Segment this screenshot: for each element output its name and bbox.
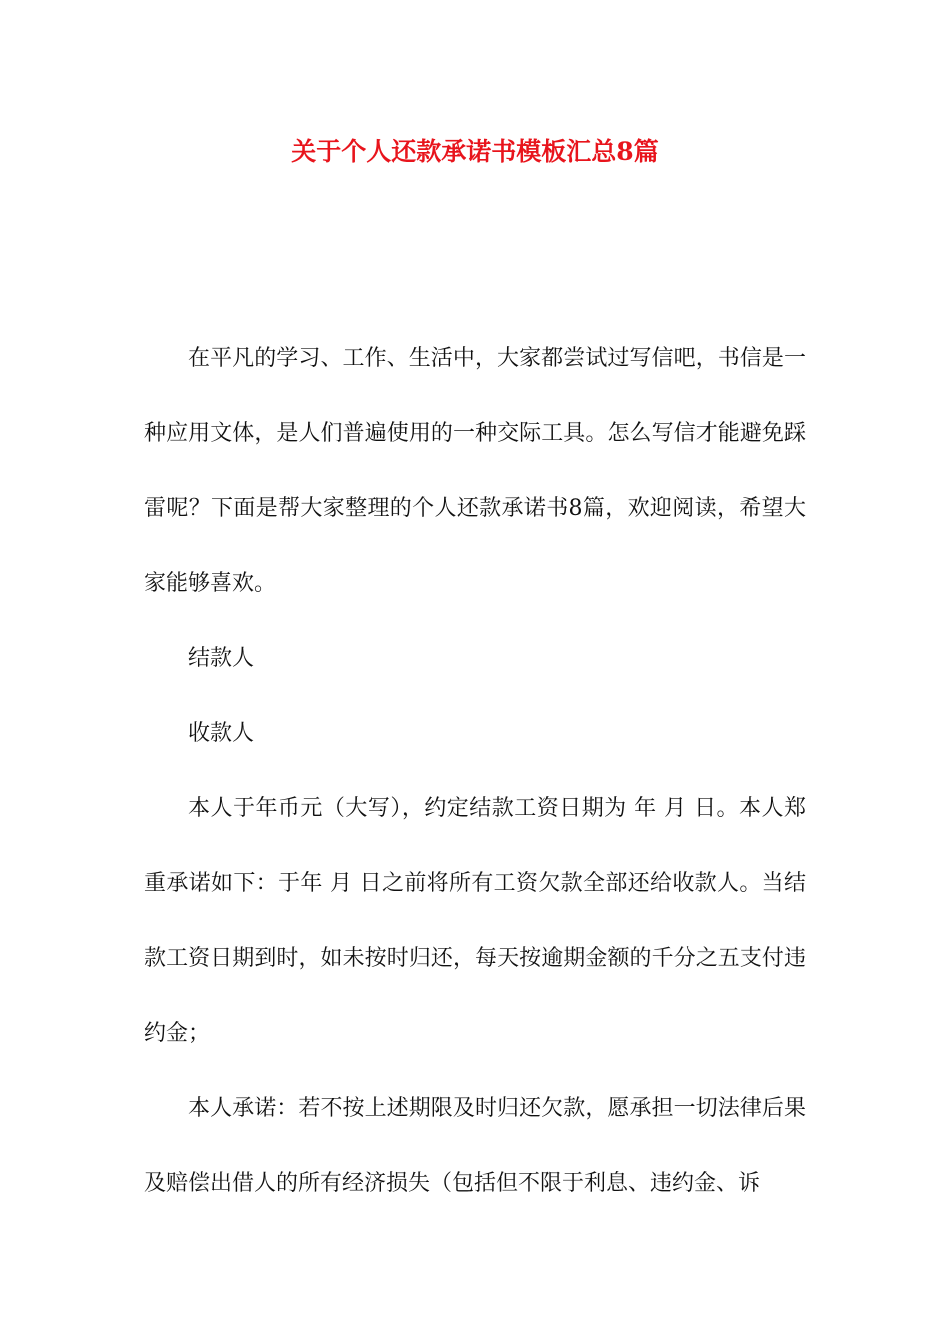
document-title: 关于个人还款承诺书模板汇总8篇	[291, 137, 659, 166]
paragraph-liability: 本人承诺：若不按上述期限及时归还欠款，愿承担一切法律后果及赔偿出借人的所有经济损失（包括但不限于利息、违约金、诉	[144, 1096, 806, 1196]
paragraph-payer: 结款人	[188, 646, 255, 671]
paragraph-intro: 在平凡的学习、工作、生活中，大家都尝试过写信吧，书信是一种应用文体，是人们普遍使用的一种交际工具。怎么写信才能避免踩雷呢？下面是帮大家整理的个人还款承诺书8篇，欢迎阅读，希望大家能够喜欢。	[144, 346, 806, 596]
paragraph-commitment: 本人于年币元（大写），约定结款工资日期为 年 月 日。本人郑重承诺如下：于年 月 日之前将所有工资欠款全部还给收款人。当结款工资日期到时，如未按时归还，每天按逾期金额的千分之五支付违约金；	[144, 796, 806, 1046]
paragraph-payee: 收款人	[188, 721, 255, 746]
document-body	[144, 321, 806, 1221]
